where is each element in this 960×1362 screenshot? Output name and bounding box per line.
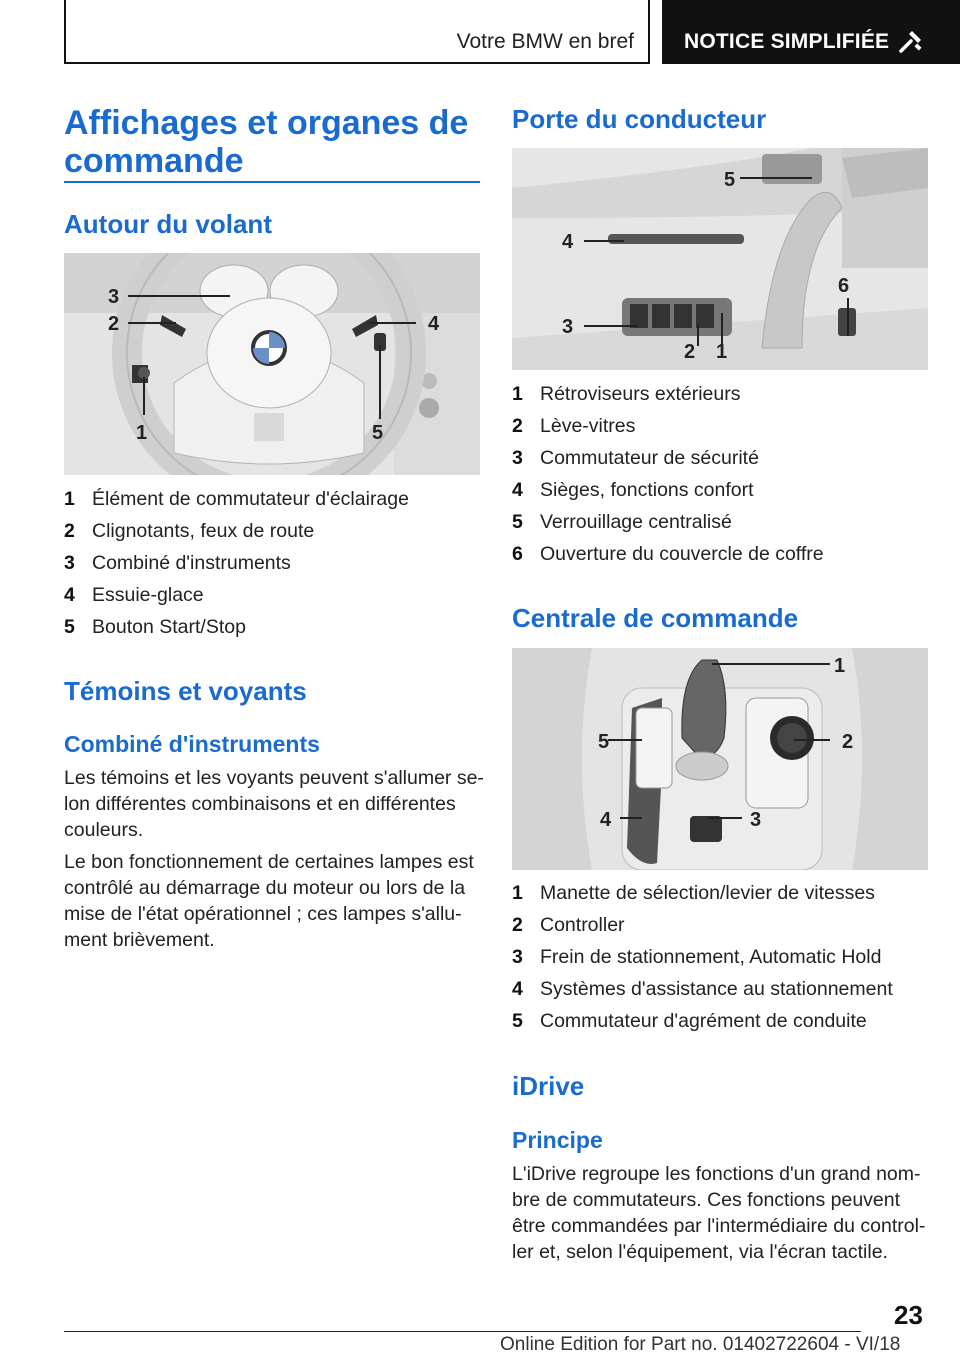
list-item: 5 Bouton Start/Stop xyxy=(64,616,246,638)
callout-3: 3 xyxy=(562,316,574,338)
center-console-illustration xyxy=(512,648,928,870)
callout-1: 1 xyxy=(136,422,148,444)
list-item: 1 Élément de commutateur d'éclairage xyxy=(64,488,409,510)
callout-6: 6 xyxy=(838,275,850,297)
callout-2: 2 xyxy=(842,731,854,753)
callout-3: 3 xyxy=(108,286,120,308)
list-item: 5 Verrouillage centralisé xyxy=(512,511,732,533)
driver-door-illustration xyxy=(512,148,928,370)
list-item: 3 Commutateur de sécurité xyxy=(512,447,759,469)
driver-door-photo xyxy=(512,148,928,370)
list-item: 1 Manette de sélection/levier de vitesses xyxy=(512,882,875,904)
callout-5: 5 xyxy=(372,422,384,444)
section-title-autour-du-volant: Autour du volant xyxy=(64,209,272,239)
title-divider xyxy=(64,181,480,183)
callout-2: 2 xyxy=(684,341,696,363)
footer-edition-text: Online Edition for Part no. 01402722604 - VI/18 xyxy=(500,1334,901,1355)
header-right-box xyxy=(662,0,960,64)
callout-1: 1 xyxy=(716,341,728,363)
list-item: 1 Rétroviseurs extérieurs xyxy=(512,383,741,405)
tools-icon xyxy=(898,28,924,54)
center-console-photo xyxy=(512,648,928,870)
section-title-porte: Porte du conducteur xyxy=(512,104,767,134)
callout-4: 4 xyxy=(562,231,574,253)
main-title xyxy=(64,104,484,180)
footer-divider xyxy=(64,1331,861,1332)
section-title-centrale: Centrale de commande xyxy=(512,603,799,633)
list-item: 2 Clignotants, feux de route xyxy=(64,520,315,542)
paragraph-temoins-2: Le bon fonctionnement de certaines lampes est contrôlé au démarrage du moteur ou lors de la mise de l'état opérationnel ; ces lampes s'allu- ment brièvement. xyxy=(64,851,474,951)
paragraph-idrive: L'iDrive regroupe les fonctions d'un grand nom- bre de commutateurs. Ces fonctions peuvent être commandées par l'intermédiaire du control- ler et, selon l'équipement, via l'écran tactile. xyxy=(512,1163,926,1263)
center-console-legend xyxy=(512,877,928,1037)
callout-5: 5 xyxy=(598,731,610,753)
steering-wheel-illustration xyxy=(64,253,480,475)
list-item: 5 Commutateur d'agrément de conduite xyxy=(512,1010,867,1032)
callout-3: 3 xyxy=(750,809,762,831)
callout-4: 4 xyxy=(428,313,440,335)
list-item: 4 Sièges, fonctions confort xyxy=(512,479,754,501)
list-item: 3 Frein de stationnement, Automatic Hold xyxy=(512,946,882,968)
section-title-temoins: Témoins et voyants xyxy=(64,676,307,706)
list-item: 6 Ouverture du couvercle de coffre xyxy=(512,543,824,565)
callout-5: 5 xyxy=(724,169,736,191)
main-title-line1: Affichages et organes de xyxy=(64,104,469,142)
subsection-title-principe: Principe xyxy=(512,1127,603,1153)
list-item: 2 Lève-vitres xyxy=(512,415,636,437)
list-item: 2 Controller xyxy=(512,914,625,936)
steering-wheel-photo xyxy=(64,253,480,475)
header-chapter-title: NOTICE SIMPLIFIÉE xyxy=(684,30,890,53)
steering-wheel-legend xyxy=(64,483,480,643)
list-item: 4 Systèmes d'assistance au stationnement xyxy=(512,978,893,1000)
main-title-line2: commande xyxy=(64,142,244,180)
paragraph-temoins-1: Les témoins et les voyants peuvent s'allumer se- lon différentes combinaisons et en différentes couleurs. xyxy=(64,767,484,841)
section-title-idrive: iDrive xyxy=(512,1071,585,1101)
list-item: 4 Essuie-glace xyxy=(64,584,204,606)
page-number: 23 xyxy=(894,1300,923,1330)
callout-4: 4 xyxy=(600,809,612,831)
list-item: 3 Combiné d'instruments xyxy=(64,552,291,574)
header-left-box xyxy=(64,0,650,64)
header-section-title: Votre BMW en bref xyxy=(456,30,634,53)
subsection-title-combine: Combiné d'instruments xyxy=(64,731,320,757)
callout-1: 1 xyxy=(834,655,846,677)
callout-2: 2 xyxy=(108,313,120,335)
driver-door-legend xyxy=(512,378,928,570)
